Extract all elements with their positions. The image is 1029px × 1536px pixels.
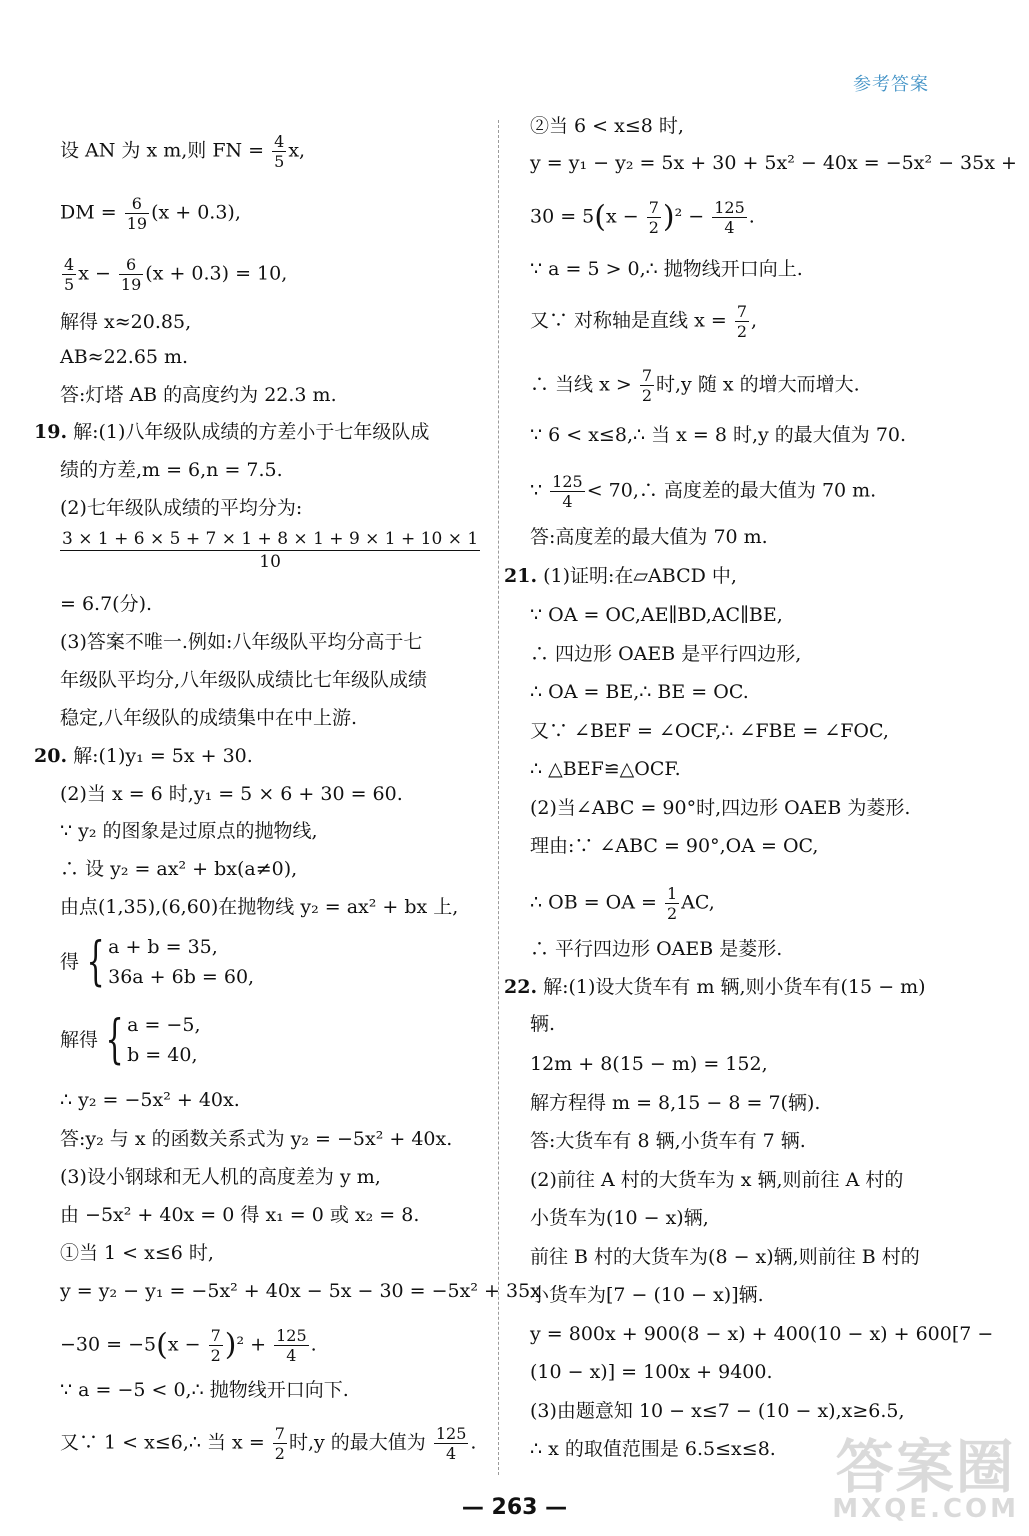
text-segment: ∵: [530, 479, 543, 502]
numerator: 125: [435, 1424, 467, 1443]
fraction: [119, 255, 143, 294]
denominator: 2: [641, 386, 652, 405]
equation: a + b = 35,: [108, 936, 218, 958]
text-line: y = y₂ − y₁ = −5x² + 40x − 5x − 30 = −5x² + 35x: [60, 1280, 541, 1302]
question-19: [34, 420, 429, 444]
text-line: 绩的方差,m = 6,n = 7.5.: [60, 459, 283, 481]
fraction: [665, 884, 679, 923]
text-line: 答:y₂ 与 x 的函数关系式为 y₂ = −5x² + 40x.: [60, 1128, 453, 1150]
text-line: [530, 884, 715, 923]
text-segment: x,: [288, 139, 306, 162]
text-segment: 设 AN 为 x m,则 FN =: [60, 139, 265, 162]
text-line: 辆.: [530, 1013, 556, 1035]
text-segment: ² −: [674, 205, 705, 228]
text-line: y = 800x + 900(8 − x) + 400(10 − x) + 600[7 −: [530, 1323, 994, 1345]
denominator: 2: [210, 1346, 221, 1365]
text-segment: 又∵ 1 < x≤6,∴ 当 x =: [60, 1431, 265, 1454]
fraction: [712, 198, 747, 237]
denominator: 4: [286, 1346, 297, 1365]
denominator: 2: [736, 322, 747, 341]
text-line: 解方程得 m = 8,15 − 8 = 7(辆).: [530, 1092, 821, 1114]
text-line: ∵ 6 < x≤8,∴ 当 x = 8 时,y 的最大值为 70.: [530, 424, 907, 446]
fraction: [434, 1424, 469, 1463]
numerator: 7: [641, 366, 652, 385]
numerator: 125: [276, 1326, 307, 1345]
text-segment: 解:(1)y₁ = 5x + 30.: [73, 745, 253, 767]
question-number: 21.: [504, 565, 538, 587]
question-20: [34, 744, 253, 768]
equation-system: [60, 1010, 200, 1070]
watermark-text: 答案圈: [835, 1433, 1016, 1501]
text-line: ∵ y₂ 的图象是过原点的抛物线,: [60, 820, 318, 842]
numerator: 125: [552, 472, 583, 491]
text-line: [60, 1326, 317, 1365]
system-lines: [127, 1010, 200, 1070]
text-line: 小货车为[7 − (10 − x)]辆.: [530, 1284, 764, 1306]
question-21: [504, 564, 737, 588]
denominator: 2: [648, 218, 659, 237]
text-segment: DM =: [60, 201, 117, 224]
text-segment: AC,: [681, 891, 715, 914]
text-line: 理由:∵ ∠ABC = 90°,OA = OC,: [530, 835, 819, 857]
fraction: [125, 194, 149, 233]
text-line: ∵ a = −5 < 0,∴ 抛物线开口向下.: [60, 1379, 349, 1401]
text-segment: ∴ 当线 x >: [530, 373, 632, 396]
text-line: 答:灯塔 AB 的高度约为 22.3 m.: [60, 384, 337, 406]
text-segment: x −: [605, 205, 639, 228]
denominator: 5: [274, 152, 285, 171]
denominator: 2: [274, 1444, 285, 1463]
text-segment: (x + 0.3),: [151, 201, 241, 224]
text-line: ∴ y₂ = −5x² + 40x.: [60, 1089, 240, 1111]
text-line: (2)当∠ABC = 90°时,四边形 OAEB 为菱形.: [530, 797, 911, 819]
numerator: 4: [274, 132, 285, 151]
text-segment: 又∵ 对称轴是直线 x =: [530, 309, 727, 332]
text-line: 答:高度差的最大值为 70 m.: [530, 526, 768, 548]
fraction: [272, 132, 286, 171]
text-segment: ,: [751, 309, 758, 332]
text-line: (3)答案不唯一.例如:八年级队平均分高于七: [60, 631, 423, 653]
text-segment: (1)证明:在▱ABCD 中,: [543, 565, 737, 587]
text-line: ∴ 平行四边形 OAEB 是菱形.: [530, 938, 783, 960]
text-line: 答:大货车有 8 辆,小货车有 7 辆.: [530, 1130, 806, 1152]
text-segment: x −: [78, 262, 111, 285]
numerator: 6: [119, 255, 143, 275]
text-line: 又∵ ∠BEF = ∠OCF,∴ ∠FBE = ∠FOC,: [530, 720, 889, 742]
text-segment: 时,y 随 x 的增大而增大.: [656, 373, 860, 396]
text-line: = 6.7(分).: [60, 593, 153, 615]
average-fraction: [60, 528, 480, 573]
equation-system: [60, 932, 254, 992]
text-line: [60, 132, 305, 171]
text-line: 年级队平均分,八年级队成绩比七年级队成绩: [60, 669, 428, 691]
paren: ): [662, 199, 675, 235]
text-line: (3)由题意知 10 − x≤7 − (10 − x),x≥6.5,: [530, 1400, 905, 1422]
fraction: [274, 1326, 309, 1365]
brace: {: [86, 932, 105, 992]
text-line: (2)七年级队成绩的平均分为:: [60, 497, 303, 519]
fraction: [60, 528, 480, 573]
text-line: (3)设小钢球和无人机的高度差为 y m,: [60, 1166, 381, 1188]
denominator: 19: [120, 275, 142, 294]
question-number: 19.: [34, 421, 68, 443]
text-segment: 解得: [60, 1029, 99, 1051]
page-number: — 263 —: [461, 1495, 568, 1520]
fraction: [647, 198, 661, 237]
text-line: ∴ x 的取值范围是 6.5≤x≤8.: [530, 1438, 776, 1460]
numerator: 7: [210, 1326, 221, 1345]
numerator: 1: [666, 884, 678, 903]
text-line: ∴ 四边形 OAEB 是平行四边形,: [530, 643, 802, 665]
text-segment: x −: [167, 1333, 201, 1356]
fraction: [62, 255, 76, 294]
text-line: ②当 6 < x≤8 时,: [530, 115, 684, 137]
text-line: AB≈22.65 m.: [60, 346, 189, 368]
text-segment: 解:(1)设大货车有 m 辆,则小货车有(15 − m): [543, 976, 926, 998]
numerator: 125: [714, 198, 745, 217]
question-22: [504, 975, 926, 999]
numerator: 6: [125, 194, 149, 214]
text-segment: −30 = −5: [60, 1333, 157, 1356]
watermark-logo: [832, 1433, 1019, 1524]
text-line: 小货车为(10 − x)辆,: [530, 1207, 709, 1229]
text-line: [60, 255, 287, 294]
numerator: 3 × 1 + 6 × 5 + 7 × 1 + 8 × 1 + 9 × 1 + 10 × 1: [62, 529, 479, 549]
text-line: ∵ OA = OC,AE∥BD,AC∥BE,: [530, 604, 783, 626]
denominator: 10: [259, 552, 281, 572]
text-segment: .: [470, 1431, 477, 1454]
fraction: [273, 1424, 287, 1463]
text-segment: 时,y 的最大值为: [288, 1431, 426, 1454]
text-line: [530, 472, 876, 511]
watermark-url: MXQE.COM: [832, 1494, 1019, 1524]
question-number: 22.: [504, 976, 538, 998]
header-section-tag: 参考答案: [853, 74, 929, 95]
text-line: (2)当 x = 6 时,y₁ = 5 × 6 + 30 = 60.: [60, 783, 403, 805]
text-line: 前往 B 村的大货车为(8 − x)辆,则前往 B 村的: [530, 1246, 920, 1268]
equation: 36a + 6b = 60,: [108, 966, 255, 988]
denominator: 2: [666, 904, 678, 923]
paren: ): [224, 1327, 237, 1363]
text-line: [530, 302, 757, 341]
text-line: [60, 194, 241, 233]
system-lines: [108, 932, 254, 992]
denominator: 19: [126, 214, 148, 233]
numerator: 7: [736, 302, 747, 321]
equation: a = −5,: [127, 1014, 201, 1036]
denominator: 5: [64, 275, 75, 294]
text-segment: (x + 0.3) = 10,: [145, 262, 288, 285]
text-line: 12m + 8(15 − m) = 152,: [530, 1053, 768, 1075]
text-line: (2)前往 A 村的大货车为 x 辆,则前往 A 村的: [530, 1169, 904, 1191]
question-number: 20.: [34, 745, 68, 767]
text-line: [60, 1424, 476, 1463]
text-segment: .: [310, 1333, 317, 1356]
text-line: 由 −5x² + 40x = 0 得 x₁ = 0 或 x₂ = 8.: [60, 1204, 420, 1226]
text-line: 稳定,八年级队的成绩集中在中上游.: [60, 707, 358, 729]
denominator: 4: [446, 1444, 457, 1463]
text-line: ①当 1 < x≤6 时,: [60, 1242, 214, 1264]
fraction: [640, 366, 654, 405]
text-segment: < 70,∴ 高度差的最大值为 70 m.: [586, 479, 877, 502]
numerator: 7: [274, 1424, 285, 1443]
text-line: [530, 366, 860, 405]
text-line: ∴ 设 y₂ = ax² + bx(a≠0),: [60, 858, 298, 880]
text-line: ∵ a = 5 > 0,∴ 抛物线开口向上.: [530, 258, 803, 280]
text-line: ∴ OA = BE,∴ BE = OC.: [530, 681, 749, 703]
text-segment: 得: [60, 951, 80, 973]
brace: {: [105, 1010, 124, 1070]
text-segment: ∴ OB = OA =: [530, 891, 657, 914]
text-line: 解得 x≈20.85,: [60, 311, 192, 333]
denominator: 4: [562, 492, 573, 511]
equation: b = 40,: [127, 1044, 198, 1066]
text-segment: .: [748, 205, 755, 228]
text-segment: 30 = 5: [530, 205, 595, 228]
column-divider: [498, 120, 499, 1475]
paren: (: [594, 199, 606, 235]
fraction: [209, 1326, 223, 1365]
text-line: [530, 198, 755, 237]
text-line: ∴ △BEF≌△OCF.: [530, 758, 681, 780]
text-line: y = y₁ − y₂ = 5x + 30 + 5x² − 40x = −5x² − 35x +: [530, 152, 1017, 174]
text-segment: 解:(1)八年级队成绩的方差小于七年级队成: [73, 421, 430, 443]
paren: (: [156, 1327, 168, 1363]
fraction: [735, 302, 749, 341]
text-line: 由点(1,35),(6,60)在抛物线 y₂ = ax² + bx 上,: [60, 896, 459, 918]
fraction: [550, 472, 585, 511]
text-segment: ² +: [236, 1333, 267, 1356]
denominator: 4: [724, 218, 735, 237]
text-line: (10 − x)] = 100x + 9400.: [530, 1361, 773, 1383]
numerator: 7: [648, 198, 659, 217]
numerator: 4: [64, 255, 75, 274]
